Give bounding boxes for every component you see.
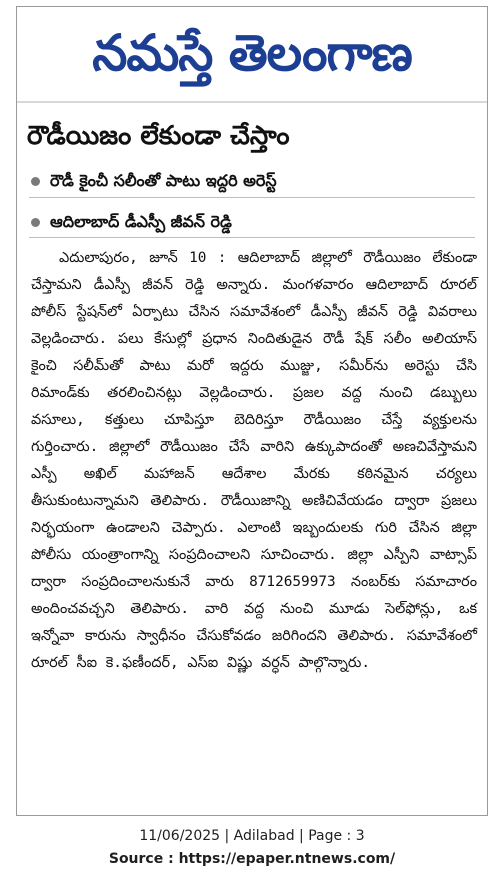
masthead-logo: నమస్తే తెలంగాణ [92, 24, 412, 82]
subhead-divider [29, 237, 475, 238]
newspaper-clipping [16, 6, 488, 816]
subhead-text: ఆదిలాబాద్ డీఎస్పీ జీవన్ రెడ్డి [50, 212, 232, 231]
article-subhead-1 [31, 169, 473, 193]
bullet-icon [31, 218, 40, 227]
article-body: ఎదులాపురం, జూన్ 10 : ఆదిలాబాద్ జిల్లాలో రౌడీయిజం లేకుండా చేస్తామని డీఎస్పీ జీవన్ రెడ్డి అన్నారు. మంగళవారం ఆదిలాబాద్ రూరల్ పోలీస్ స్టేషన్‌లో ఏర్పాటు చేసిన సమావేశంలో డీఎస్పీ జీవన్ రెడ్డి వివరాలు వెల్లడించారు. పలు కేసుల్లో ప్రధాన నిందితుడైన రౌడీ షేక్ సలీం అలియాస్ కైంచి సలీమ్‌తో పాటు మరో ఇద్దరు ముజ్జు, సమీర్‌ను అరెస్టు చేసి రిమాండ్‌కు తరలించినట్లు వెల్లడించారు. ప్రజల వద్ద నుంచి డబ్బులు వసూలు, కత్తులు చూపిస్తూ బెదిరిస్తూ రౌడీయిజం చేస్తే వ్యక్తులను గుర్తించారు. జిల్లాలో రౌడీయిజం చేసే వారిని ఉక్కుపాదంతో అణచివేస్తామని ఎస్పీ అఖిల్ మహాజన్ ఆదేశాల మేరకు కఠినమైన చర్యలు తీసుకుంటున్నామని తెలిపారు. రౌడీయిజాన్ని అణిచివేయడం ద్వారా ప్రజలు నిర్భయంగా ఉండాలని చెప్పారు. ఎలాంటి ఇబ్బందులకు గురి చేసిన జిల్లా పోలీసు యంత్రాంగాన్ని సంప్రదించాలని సూచించారు. జిల్లా ఎస్పీని వాట్సాప్ ద్వారా సంప్రదించాలనుకునే వారు 8712659973 నంబర్‌కు సమాచారం అందించవచ్చని తెలిపారు. వారి వద్ద నుంచి మూడు సెల్‌ఫోన్లు, ఒక ఇన్నోవా కారును స్వాధీనం చేసుకోవడం జరిగిందని తెలిపారు. సమావేశంలో రూరల్ సీఐ కె.ఫణీందర్, ఎస్ఐ విష్ణు వర్ధన్ పాల్గొన్నారు. [31, 250, 477, 671]
article-headline: రౌడీయిజం లేకుండా చేస్తాం [27, 121, 290, 151]
source-link[interactable]: Source : https://epaper.ntnews.com/ [108, 851, 396, 867]
clipping-meta: 11/06/2025 | Adilabad | Page : 3 [139, 828, 365, 844]
subhead-text: రౌడీ కైంచీ సలీంతో పాటు ఇద్దరి అరెస్ట్ [50, 171, 277, 190]
bullet-icon [31, 177, 40, 186]
subhead-divider [29, 197, 475, 198]
article-subhead-2 [31, 210, 473, 234]
masthead-divider [17, 101, 487, 103]
